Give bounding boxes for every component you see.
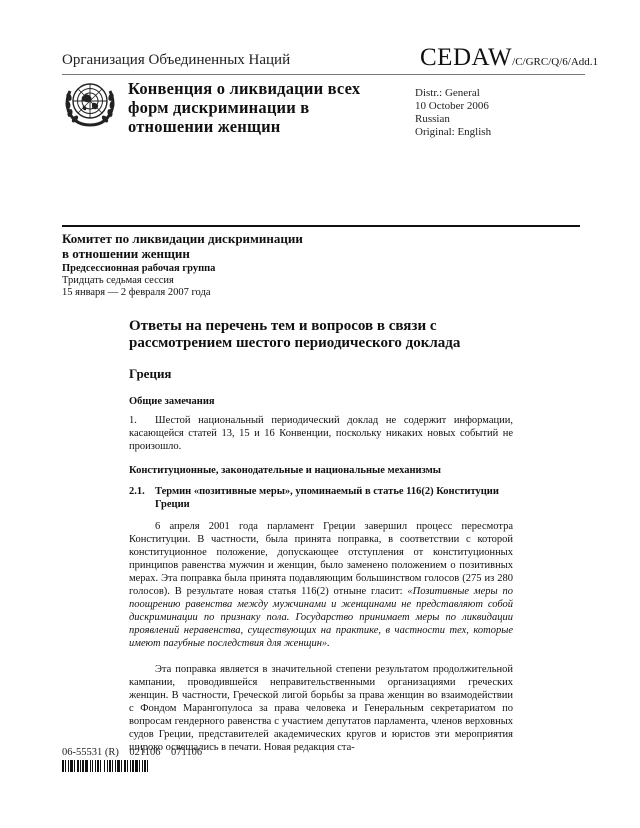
convention-title-line: Конвенция о ликвидации всех — [128, 79, 361, 98]
convention-title-line: форм дискриминации в — [128, 98, 310, 117]
symbol-main: CEDAW — [420, 44, 513, 71]
organization-name: Организация Объединенных Наций — [62, 52, 291, 68]
session-name: Тридцать седьмая сессия — [62, 275, 174, 286]
document-title — [129, 318, 513, 352]
document-symbol — [420, 44, 598, 72]
session-dates: 15 января — 2 февраля 2007 года — [62, 287, 211, 298]
working-group: Предсессионная рабочая группа — [62, 263, 216, 274]
country-heading: Греция — [129, 366, 172, 381]
document-body — [129, 318, 513, 765]
distribution-type: Distr.: General — [415, 87, 480, 99]
paragraph-3 — [129, 663, 513, 754]
paragraph-text: Эта поправка является в значительной степени результатом продолжительной кампании, проводившейся неправительственными организациями греческих женщин. В частности, Греческой лигой борьбы за права женщин во взаимодействии с Фондом Марангопулоса за права человека и Генеральным секретариатом по вопросам гендерного равенства с участием депутатов парламента, членов верховных судов Греции, представителей академических кругов и юристов эти мероприятия широко освещались в печати. Новая редакция ста- — [129, 664, 513, 753]
job-number: 06-55531 (R) 021106 071106 — [62, 747, 203, 758]
distribution-block — [415, 87, 491, 139]
document-title-line: Ответы на перечень тем и вопросов в связи с — [129, 318, 437, 334]
original-language: Original: English — [415, 126, 492, 138]
committee-title — [62, 231, 382, 261]
section-heading: Конституционные, законодательные и национальные механизмы — [129, 465, 441, 476]
subsection-heading — [129, 485, 513, 511]
general-remarks-heading: Общие замечания — [129, 396, 215, 407]
quoted-article: «Позитивные меры по поощрению равенства между мужчинами и женщинами не представляют собой дискриминации по признаку пола. Государство принимает меры по ликвидации проявлений неравенства, существующих на практике, в частности тех, которые имеют пагубные последствия для женщин». — [129, 586, 513, 649]
paragraph-1 — [129, 414, 513, 453]
document-title-line: рассмотрением шестого периодического доклада — [129, 335, 461, 351]
convention-title — [128, 79, 360, 136]
barcode-icon — [62, 760, 150, 772]
distribution-language: Russian — [415, 113, 450, 125]
un-emblem-icon — [64, 79, 116, 127]
convention-title-line: отношении женщин — [128, 117, 281, 136]
committee-block — [62, 231, 382, 299]
subsection-number: 2.1. — [129, 486, 145, 497]
subsection-title: Термин «позитивные меры», упоминаемый в статье 116(2) Конституции Греции — [155, 486, 499, 510]
section-rule — [62, 225, 580, 227]
paragraph-text: Шестой национальный периодический доклад не содержит информации, касающейся статей 13, 15 и 16 Конвенции, поскольку никаких новых событий не произошло. — [129, 415, 513, 452]
committee-title-line: в отношении женщин — [62, 246, 190, 261]
symbol-suffix: /C/GRC/Q/6/Add.1 — [512, 56, 599, 68]
paragraph-2 — [129, 520, 513, 650]
committee-title-line: Комитет по ликвидации дискриминации — [62, 231, 303, 246]
paragraph-text: 6 апреля 2001 года парламент Греции завершил процесс пересмотра Конституции. В частности, была принята поправка, в соответствии с которой конституционное положение, допускающее отступления от конституционных принципов равенства мужчин и женщин, было заменено положением о позитивных мерах. Эта поправка была принята подавляющим большинством голосов (275 из 280 голосов). В результате новая статья 116(2) отныне гласит: — [129, 521, 513, 597]
header-rule — [62, 74, 585, 75]
distribution-date: 10 October 2006 — [415, 100, 489, 112]
paragraph-number: 1. — [129, 415, 137, 426]
